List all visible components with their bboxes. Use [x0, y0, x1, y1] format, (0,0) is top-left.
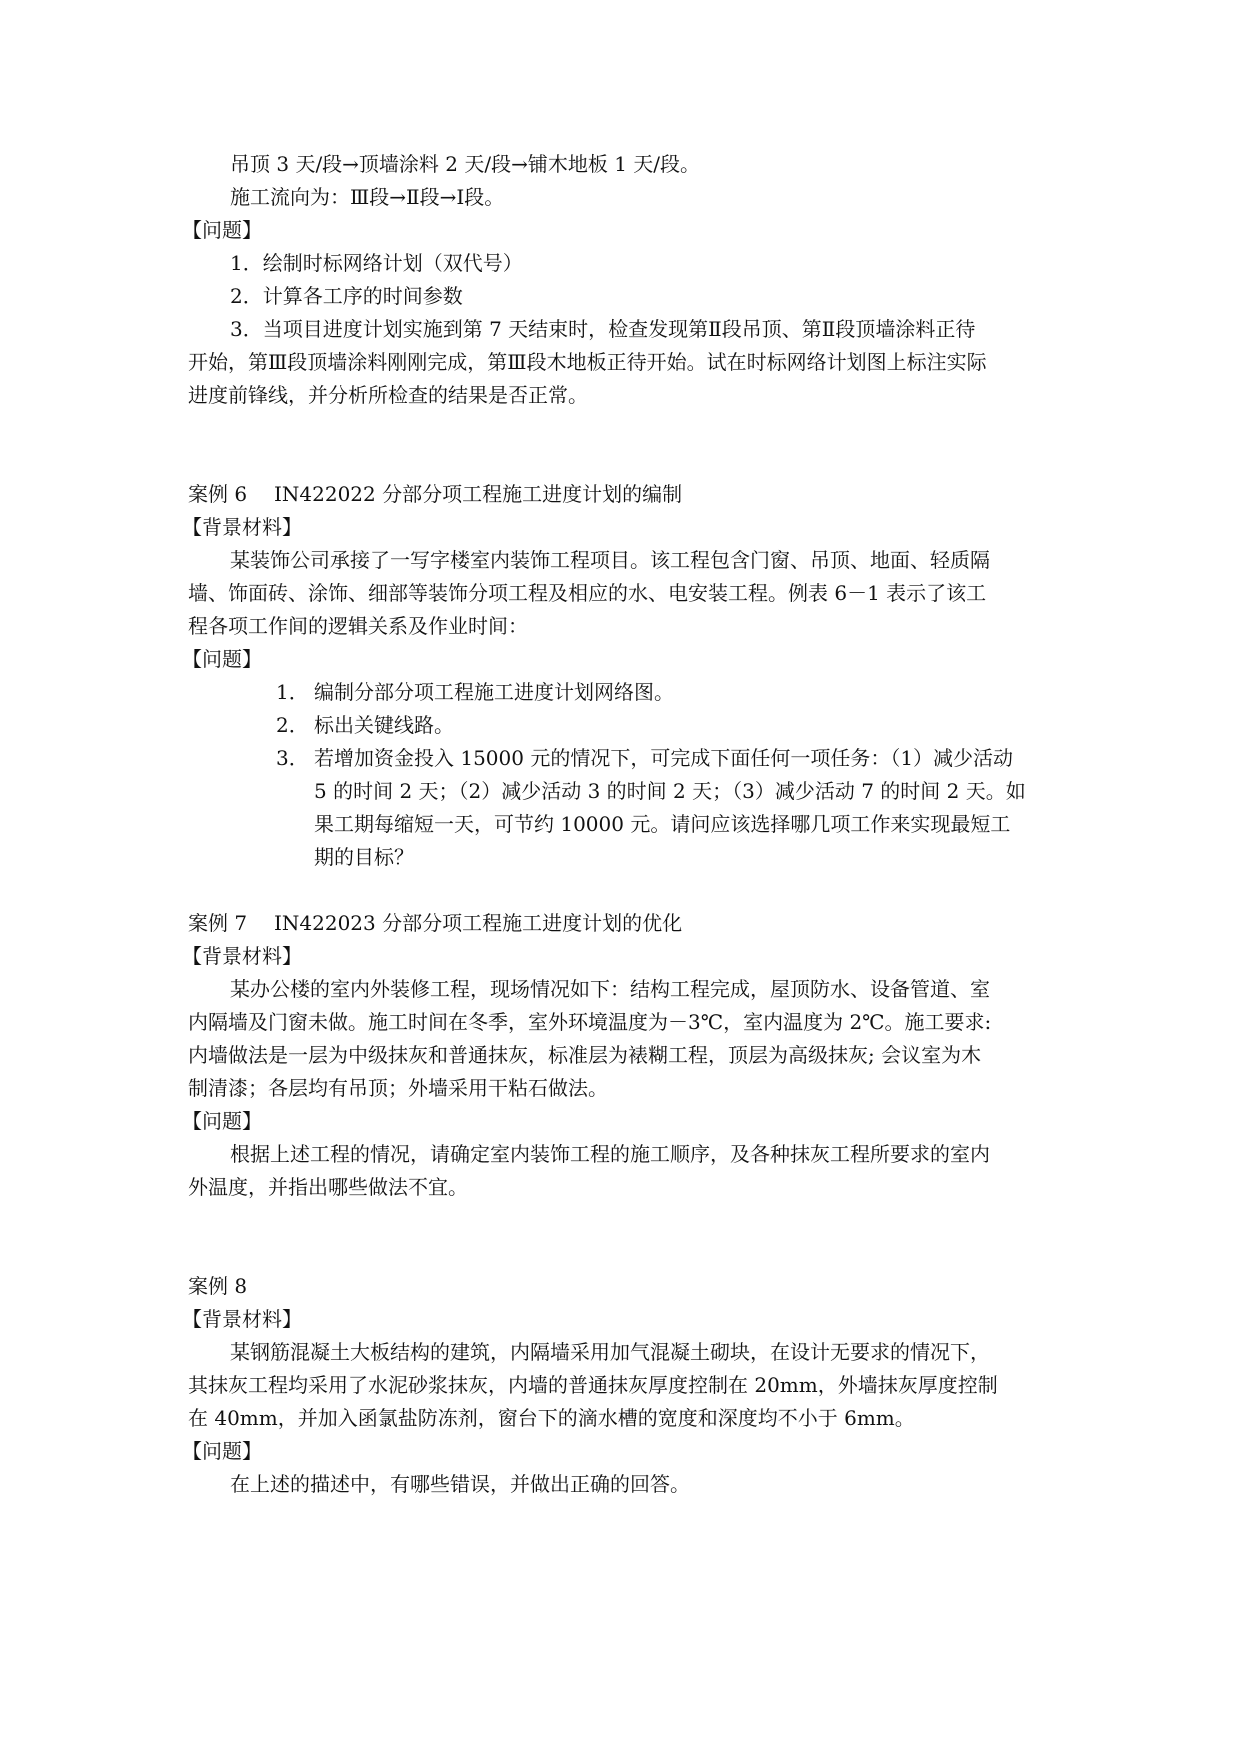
list-item-number: 2． — [276, 713, 309, 737]
question-3-line-3: 进度前锋线，并分析所检查的结果是否正常。 — [188, 383, 588, 407]
questions-heading: 【问题】 — [182, 218, 262, 242]
list-item-number: 3． — [276, 746, 309, 770]
case-8-title: 案例 8 — [188, 1274, 248, 1298]
list-item-text — [314, 709, 1064, 742]
question-3-line-2: 开始，第Ⅲ段顶墙涂料刚刚完成，第Ⅲ段木地板正待开始。试在时标网络计划图上标注实际 — [188, 350, 987, 374]
case-6-background-line-2: 墙、饰面砖、涂饰、细部等装饰分项工程及相应的水、电安装工程。例表 6－1 表示了该工 — [188, 581, 987, 605]
question-2: 2．计算各工序的时间参数 — [230, 284, 463, 308]
list-item-line: 标出关键线路。 — [314, 713, 454, 737]
list-item — [188, 709, 1064, 742]
case-6-heading: IN422022 分部分项工程施工进度计划的编制 — [274, 482, 683, 506]
section-spacer — [188, 1204, 1064, 1270]
list-item-line: 果工期每缩短一天，可节约 10000 元。请问应该选择哪几项工作来实现最短工 — [314, 812, 1011, 836]
list-item-line: 5 的时间 2 天；（2）减少活动 3 的时间 2 天；（3）减少活动 7 的时间 2 天。如 — [314, 779, 1026, 803]
case-7-background-heading: 【背景材料】 — [182, 944, 302, 968]
list-item-line: 期的目标？ — [314, 845, 414, 869]
case-7-background-line-2: 内隔墙及门窗未做。施工时间在冬季，室外环境温度为－3℃，室内温度为 2℃。施工要求: — [188, 1010, 992, 1034]
case-7-background-line-4: 制清漆；各层均有吊顶；外墙采用干粘石做法。 — [188, 1076, 608, 1100]
case-7-question-line-2: 外温度，并指出哪些做法不宜。 — [188, 1175, 468, 1199]
case-8-background-line-3: 在 40mm，并加入函氯盐防冻剂，窗台下的滴水槽的宽度和深度均不小于 6mm。 — [188, 1406, 915, 1430]
construction-flow-line: 施工流向为：Ⅲ段→Ⅱ段→Ⅰ段。 — [230, 185, 505, 209]
case-6-question-list — [188, 676, 1064, 874]
case-6-questions-heading: 【问题】 — [182, 647, 262, 671]
list-item — [188, 742, 1064, 874]
list-item-number: 1． — [276, 680, 309, 704]
question-1: 1．绘制时标网络计划（双代号） — [230, 251, 523, 275]
section-spacer — [188, 874, 1064, 907]
case-7-question-line-1: 根据上述工程的情况，请确定室内装饰工程的施工顺序，及各种抹灰工程所要求的室内 — [230, 1142, 990, 1166]
list-item — [188, 676, 1064, 709]
case-7-label: 案例 7 — [188, 911, 248, 935]
case-8-background-heading: 【背景材料】 — [182, 1307, 302, 1331]
schedule-sequence-line: 吊顶 3 天/段→顶墙涂料 2 天/段→铺木地板 1 天/段。 — [230, 152, 701, 176]
list-item-text — [314, 676, 1064, 709]
case-6-background-line-3: 程各项工作间的逻辑关系及作业时间： — [188, 614, 528, 638]
case-8-questions-heading: 【问题】 — [182, 1439, 262, 1463]
document-page — [182, 148, 1064, 1501]
case-6-background-heading: 【背景材料】 — [182, 515, 302, 539]
case-8-background-line-1: 某钢筋混凝土大板结构的建筑，内隔墙采用加气混凝土砌块，在设计无要求的情况下， — [230, 1340, 990, 1364]
section-spacer — [188, 412, 1064, 478]
list-item-text — [314, 742, 1064, 874]
case-7-questions-heading: 【问题】 — [182, 1109, 262, 1133]
case-6-label: 案例 6 — [188, 482, 248, 506]
case-7-title — [188, 907, 1064, 940]
case-8-background-line-2: 其抹灰工程均采用了水泥砂浆抹灰，内墙的普通抹灰厚度控制在 20mm，外墙抹灰厚度控制 — [188, 1373, 998, 1397]
question-3-line-1: 3．当项目进度计划实施到第 7 天结束时，检查发现第Ⅱ段吊顶、第Ⅱ段顶墙涂料正待 — [230, 317, 976, 341]
case-7-heading: IN422023 分部分项工程施工进度计划的优化 — [274, 911, 683, 935]
case-7-background-line-1: 某办公楼的室内外装修工程，现场情况如下：结构工程完成，屋顶防水、设备管道、室 — [230, 977, 990, 1001]
case-8-question-line-1: 在上述的描述中，有哪些错误，并做出正确的回答。 — [230, 1472, 690, 1496]
list-item-line: 编制分部分项工程施工进度计划网络图。 — [314, 680, 674, 704]
case-6-title — [188, 478, 1064, 511]
case-7-background-line-3: 内墙做法是一层为中级抹灰和普通抹灰，标准层为裱糊工程，顶层为高级抹灰; 会议室为木 — [188, 1043, 982, 1067]
list-item-line: 若增加资金投入 15000 元的情况下，可完成下面任何一项任务：（1）减少活动 — [314, 746, 1014, 770]
case-6-background-line-1: 某装饰公司承接了一写字楼室内装饰工程项目。该工程包含门窗、吊顶、地面、轻质隔 — [230, 548, 990, 572]
